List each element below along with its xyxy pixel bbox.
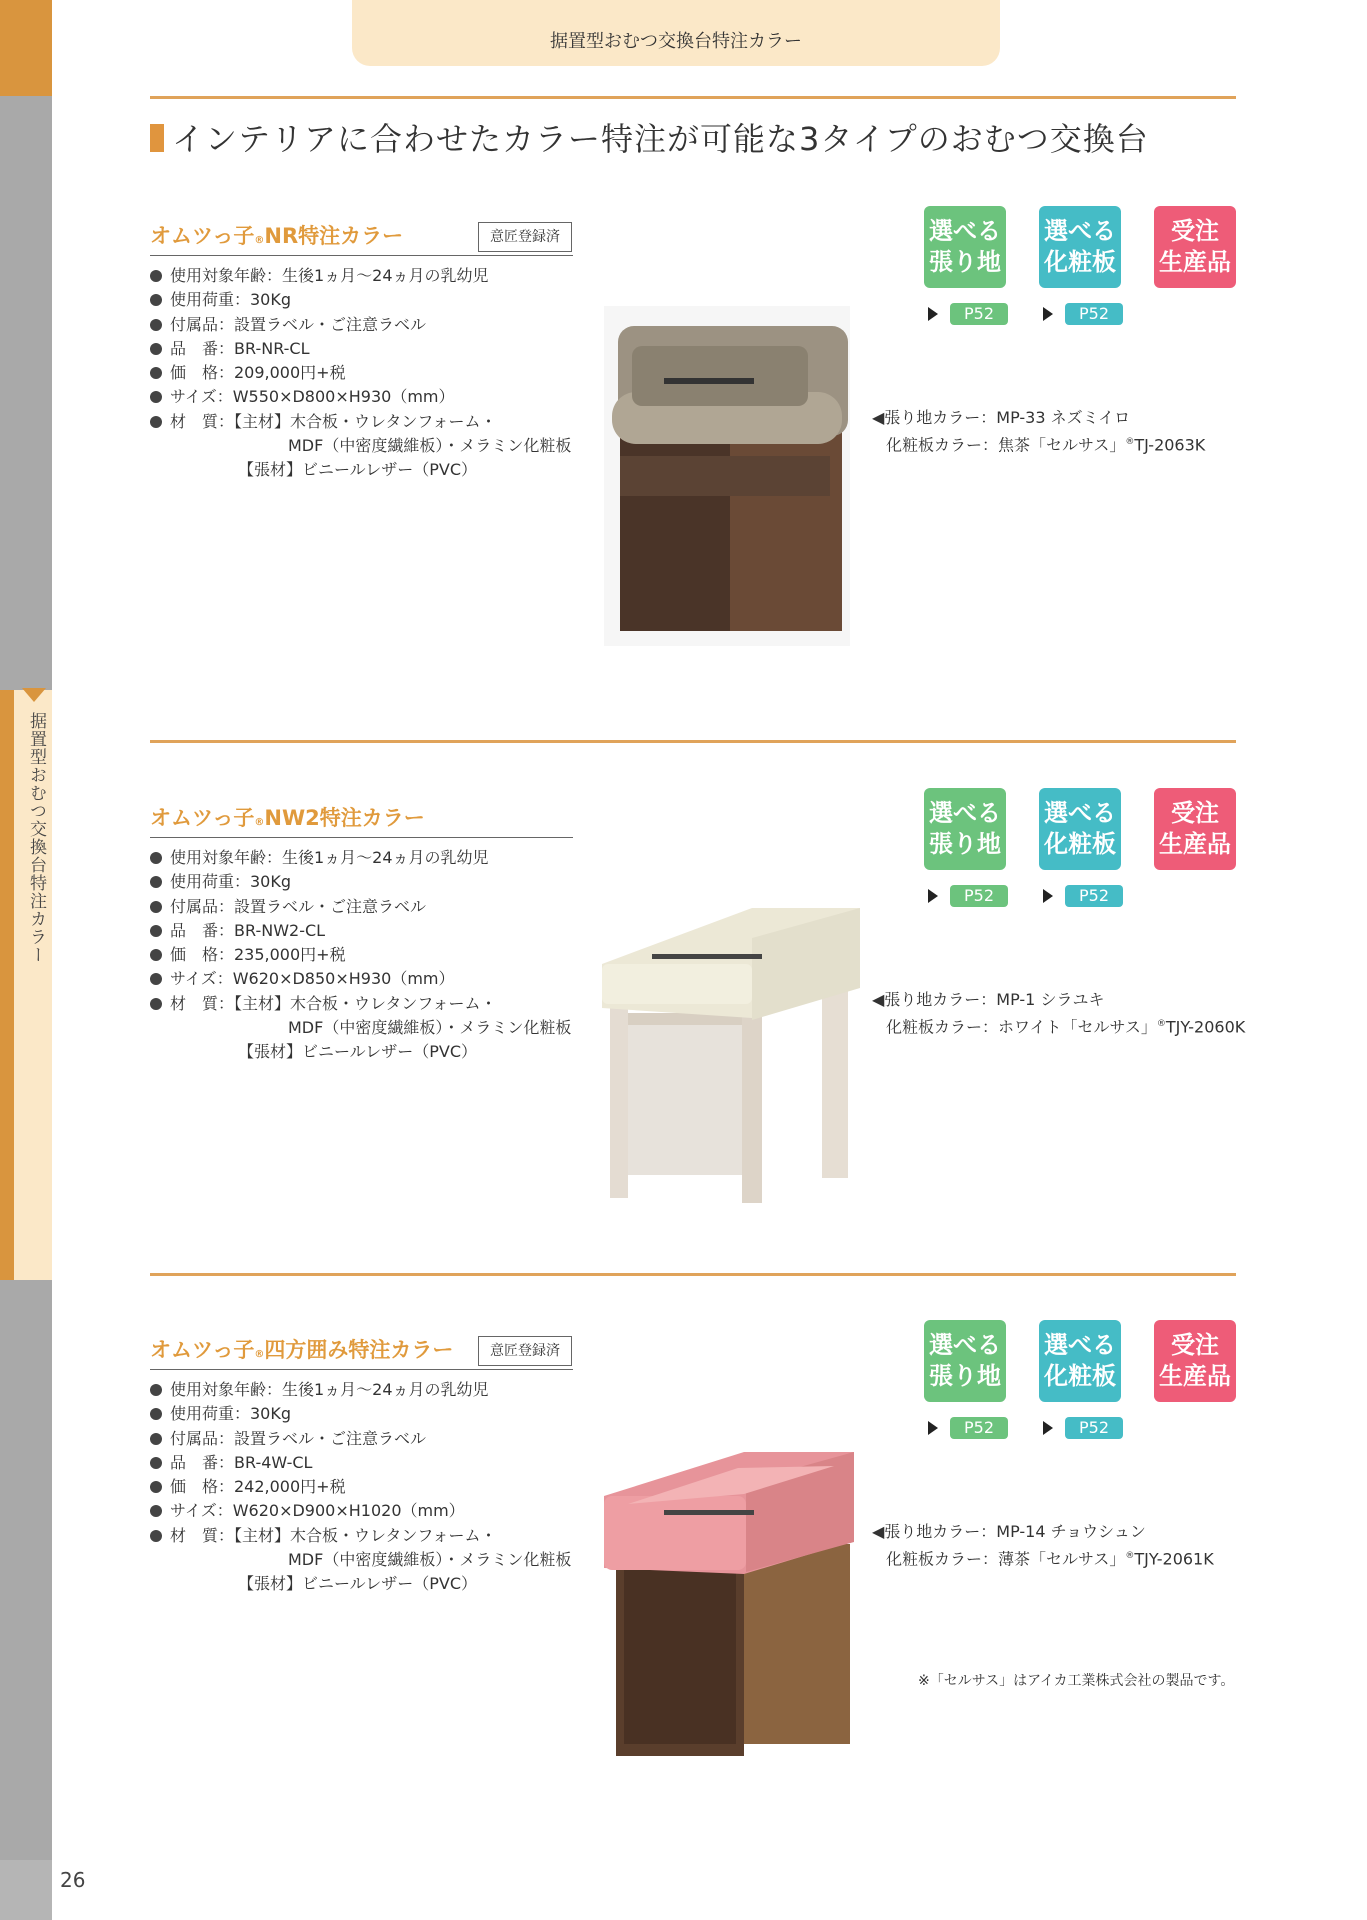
page-headline: インテリアに合わせたカラー特注が可能な3タイプのおむつ交換台 <box>172 120 1149 158</box>
page-ref-board[interactable]: P52 <box>1043 1416 1123 1440</box>
play-icon <box>928 1421 938 1435</box>
divider <box>150 1273 1236 1276</box>
spec-item: 材 質：【主材】木合板・ウレタンフォーム・ <box>150 1524 571 1548</box>
selectable-fabric-badge: 選べる 張り地 <box>924 788 1006 870</box>
side-index-top <box>0 0 52 96</box>
play-icon <box>928 889 938 903</box>
spec-item: 品 番：BR-NW2-CL <box>150 919 571 943</box>
product-block-nr <box>0 217 1367 700</box>
spec-continuation: MDF（中密度繊維板）・メラミン化粧板 <box>288 1550 572 1570</box>
selectable-board-badge: 選べる 化粧板 <box>1039 788 1121 870</box>
spec-item: 付属品：設置ラベル・ご注意ラベル <box>150 895 571 919</box>
play-icon <box>1043 1421 1053 1435</box>
page-ref-fabric[interactable]: P52 <box>928 884 1008 908</box>
spec-list <box>150 846 571 1065</box>
product-title: オムツっ子®NW2特注カラー <box>150 806 425 830</box>
page-ref-board[interactable]: P52 <box>1043 884 1123 908</box>
title-underline <box>150 837 573 838</box>
footnote: ※「セルサス」はアイカ工業株式会社の製品です。 <box>918 1673 1235 1689</box>
spec-item: サイズ：W550×D800×H930（mm） <box>150 385 571 409</box>
made-to-order-badge: 受注 生産品 <box>1154 788 1236 870</box>
spec-list <box>150 1378 571 1597</box>
spec-item: 使用荷重：30Kg <box>150 1402 571 1426</box>
spec-item: 品 番：BR-NR-CL <box>150 337 571 361</box>
product-title: オムツっ子®NR特注カラー <box>150 224 404 248</box>
category-header: 据置型おむつ交換台特注カラー <box>352 0 1000 66</box>
title-underline <box>150 1369 573 1370</box>
spec-continuation: MDF（中密度繊維板）・メラミン化粧板 <box>288 436 572 456</box>
page-ref-board[interactable]: P52 <box>1043 302 1123 326</box>
play-icon <box>1043 307 1053 321</box>
spec-item: サイズ：W620×D850×H930（mm） <box>150 967 571 991</box>
page-ref-fabric[interactable]: P52 <box>928 302 1008 326</box>
spec-continuation: 【張材】ビニールレザー（PVC） <box>238 460 478 480</box>
product-block-4w <box>0 1331 1367 1814</box>
spec-item: サイズ：W620×D900×H1020（mm） <box>150 1499 571 1523</box>
spec-item: 付属品：設置ラベル・ご注意ラベル <box>150 313 571 337</box>
color-spec: ◀張り地カラー：MP-1 シラユキ 化粧板カラー：ホワイト「セルサス」®TJY-2060K <box>872 990 1246 1037</box>
spec-item: 価 格：242,000円+税 <box>150 1475 571 1499</box>
spec-continuation: MDF（中密度繊維板）・メラミン化粧板 <box>288 1018 572 1038</box>
page-number: 26 <box>60 1868 86 1892</box>
spec-item: 材 質：【主材】木合板・ウレタンフォーム・ <box>150 410 571 434</box>
selectable-board-badge: 選べる 化粧板 <box>1039 206 1121 288</box>
spec-item: 使用荷重：30Kg <box>150 288 571 312</box>
spec-item: 材 質：【主材】木合板・ウレタンフォーム・ <box>150 992 571 1016</box>
selectable-fabric-badge: 選べる 張り地 <box>924 1320 1006 1402</box>
play-icon <box>1043 889 1053 903</box>
side-index-label: 据置型おむつ交換台特注カラー <box>26 712 46 964</box>
play-icon <box>928 307 938 321</box>
design-registered-badge: 意匠登録済 <box>478 222 572 252</box>
spec-continuation: 【張材】ビニールレザー（PVC） <box>238 1042 478 1062</box>
selectable-fabric-badge: 選べる 張り地 <box>924 206 1006 288</box>
product-title: オムツっ子®四方囲み特注カラー <box>150 1338 454 1362</box>
design-registered-badge: 意匠登録済 <box>478 1336 572 1366</box>
spec-item: 品 番：BR-4W-CL <box>150 1451 571 1475</box>
page-ref-fabric[interactable]: P52 <box>928 1416 1008 1440</box>
spec-list <box>150 264 571 483</box>
title-underline <box>150 255 573 256</box>
spec-item: 使用対象年齢：生後1ヵ月～24ヵ月の乳幼児 <box>150 264 571 288</box>
spec-item: 価 格：235,000円+税 <box>150 943 571 967</box>
product-block-nw2 <box>0 799 1367 1282</box>
spec-item: 使用対象年齢：生後1ヵ月～24ヵ月の乳幼児 <box>150 1378 571 1402</box>
spec-item: 付属品：設置ラベル・ご注意ラベル <box>150 1427 571 1451</box>
spec-item: 価 格：209,000円+税 <box>150 361 571 385</box>
product-photo-4w <box>604 1434 856 1760</box>
made-to-order-badge: 受注 生産品 <box>1154 1320 1236 1402</box>
selectable-board-badge: 選べる 化粧板 <box>1039 1320 1121 1402</box>
divider <box>150 96 1236 99</box>
headline-marker <box>150 124 164 152</box>
spec-item: 使用対象年齢：生後1ヵ月～24ヵ月の乳幼児 <box>150 846 571 870</box>
color-spec: ◀張り地カラー：MP-14 チョウシュン 化粧板カラー：薄茶「セルサス」®TJY-2061K <box>872 1522 1214 1569</box>
product-photo-nr <box>604 306 850 646</box>
made-to-order-badge: 受注 生産品 <box>1154 206 1236 288</box>
color-spec: ◀張り地カラー：MP-33 ネズミイロ 化粧板カラー：焦茶「セルサス」®TJ-2063K <box>872 408 1206 455</box>
product-photo-nw2 <box>602 898 862 1208</box>
spec-item: 使用荷重：30Kg <box>150 870 571 894</box>
divider <box>150 740 1236 743</box>
spec-continuation: 【張材】ビニールレザー（PVC） <box>238 1574 478 1594</box>
